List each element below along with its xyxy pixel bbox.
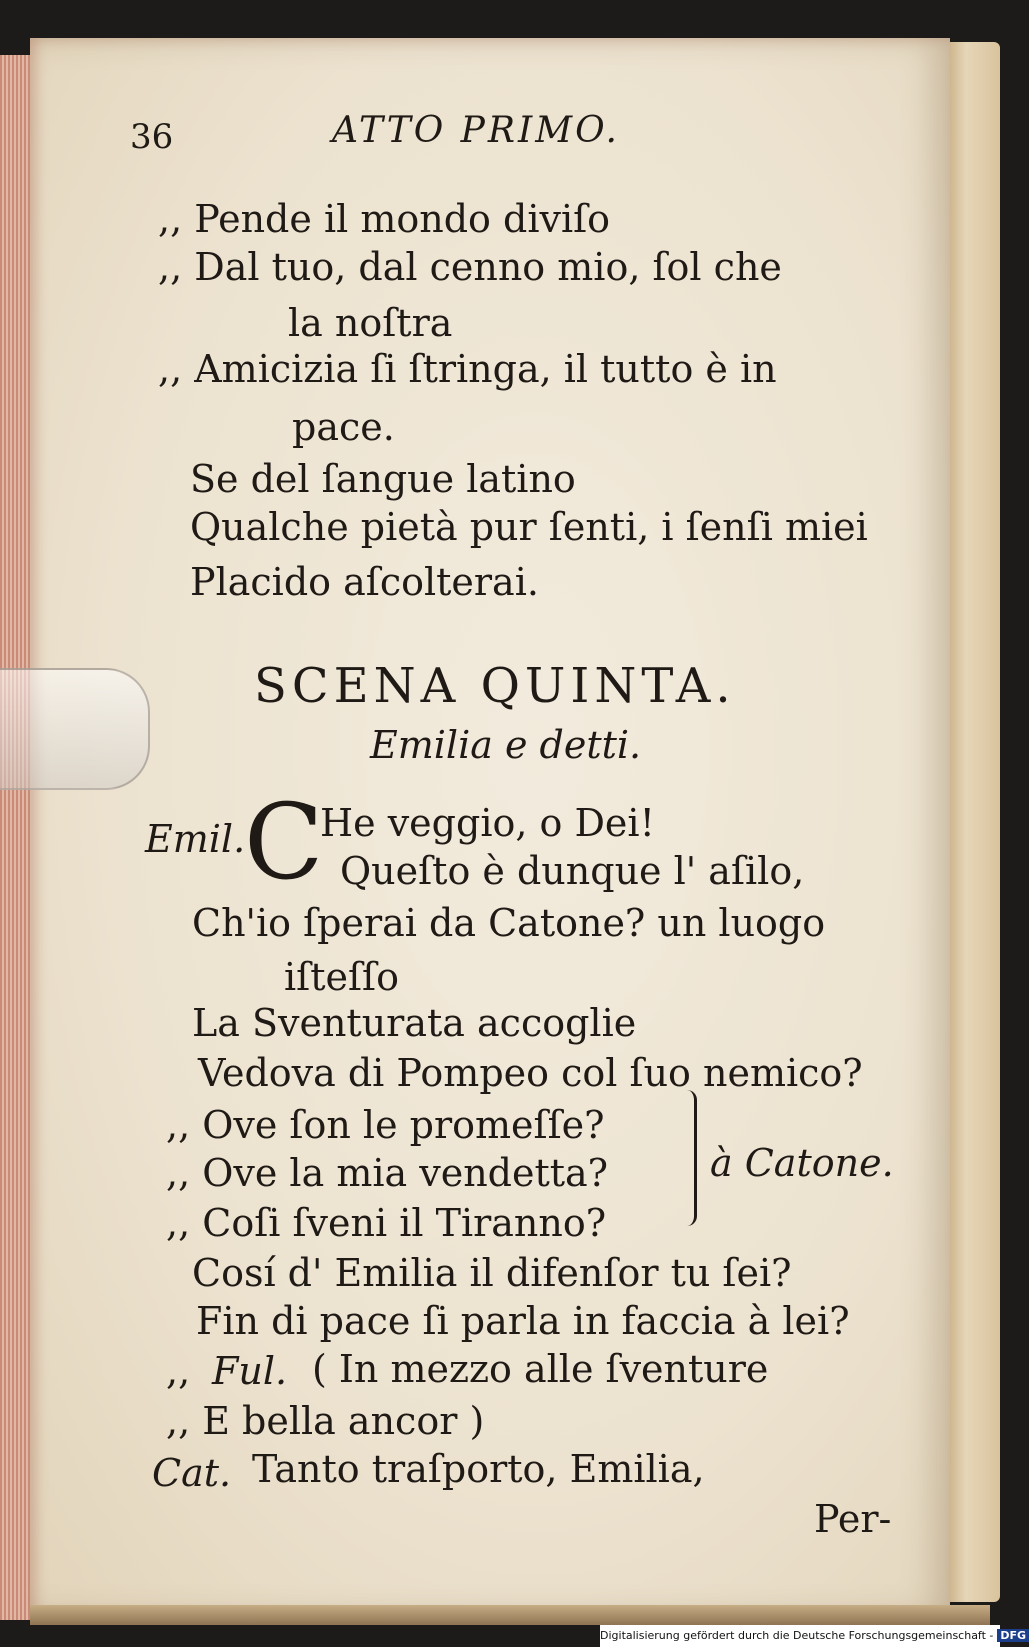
stage-direction: à Catone. (710, 1141, 894, 1185)
text-line: Placido aſcolterai. (190, 560, 539, 604)
running-title: ATTO PRIMO. (332, 110, 620, 151)
speaker-catone: Cat. (152, 1451, 232, 1495)
aside-brace (680, 1090, 697, 1226)
dfg-logo: DFG (997, 1629, 1029, 1642)
footer-credit: Digitalisierung gefördert durch die Deutsche Forschungsgemeinschaft - (600, 1629, 994, 1642)
dialogue-line: La Sventurata accoglie (192, 1001, 637, 1045)
bottom-page-edge (30, 1605, 990, 1625)
dialogue-line: Vedova di Pompeo col ſuo nemico? (198, 1051, 863, 1095)
dialogue-line: ,, E bella ancor ) (166, 1399, 485, 1443)
text-line: ,, Pende il mondo diviſo (158, 197, 611, 241)
dialogue-line: Queſto è dunque l' aſilo, (340, 849, 805, 893)
text-line: pace. (292, 405, 395, 449)
dialogue-line: ( In mezzo alle ſventure (312, 1347, 769, 1391)
text-line: Qualche pietà pur ſenti, i ſenſi miei (190, 505, 868, 549)
dialogue-line: ,, Coſi ſveni il Tiranno? (166, 1201, 607, 1245)
text-line: la noſtra (288, 301, 453, 345)
dialogue-line: He veggio, o Dei! (320, 801, 655, 845)
catchword: Per- (814, 1497, 892, 1541)
speaker-emilia: Emil. (145, 817, 246, 861)
digitization-footer (600, 1625, 1027, 1647)
drop-initial: C (244, 781, 324, 903)
text-line: Se del ſangue latino (190, 457, 576, 501)
quote-mark: ,, (166, 1349, 191, 1393)
speaker-fulvio: Ful. (212, 1349, 288, 1393)
dialogue-line: iſteſſo (284, 955, 399, 999)
text-line: ,, Amicizia ſi ſtringa, il tutto è in (158, 347, 777, 391)
page-clip (0, 668, 150, 790)
dialogue-line: Fin di pace ſi parla in faccia à lei? (196, 1299, 850, 1343)
dialogue-line: Tanto traſporto, Emilia, (252, 1447, 705, 1491)
right-page-edge (948, 42, 1000, 1602)
scene-subtitle: Emilia e detti. (370, 723, 642, 767)
dialogue-line: Ch'io ſperai da Catone? un luogo (192, 901, 826, 945)
text-line: ,, Dal tuo, dal cenno mio, ſol che (158, 245, 782, 289)
scene-title: SCENA QUINTA. (254, 658, 736, 714)
dialogue-line: ,, Ove ſon le promeſſe? (166, 1103, 605, 1147)
page-number: 36 (130, 117, 174, 157)
dialogue-line: ,, Ove la mia vendetta? (166, 1151, 609, 1195)
dialogue-line: Cosí d' Emilia il difenſor tu ſei? (192, 1251, 792, 1295)
